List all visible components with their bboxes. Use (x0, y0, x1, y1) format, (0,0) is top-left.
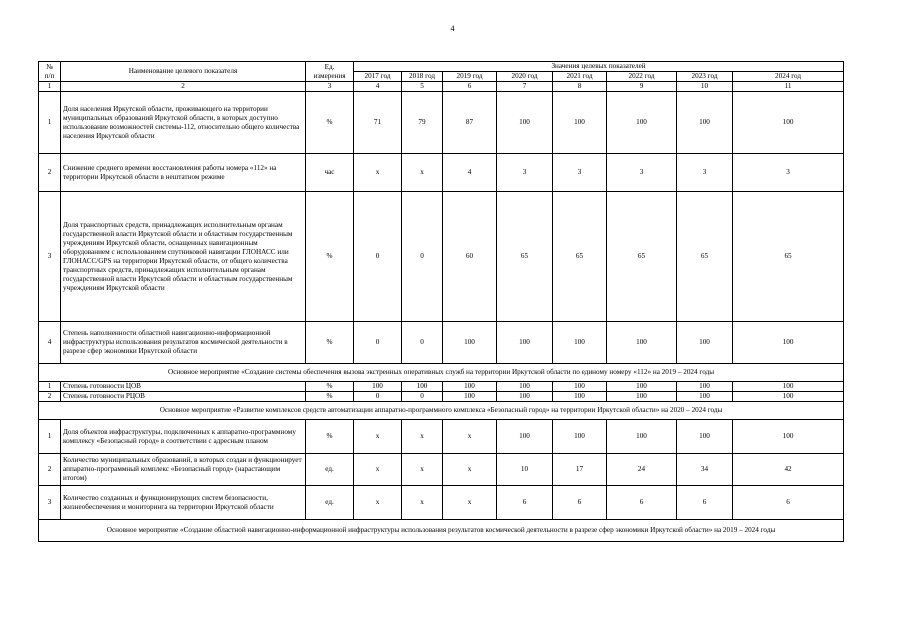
indicator-value: 3 (677, 154, 733, 192)
header-colnum: 4 (354, 82, 402, 92)
row-number: 2 (39, 454, 61, 486)
indicator-value: 100 (553, 382, 607, 392)
indicator-value: 100 (607, 420, 677, 454)
indicator-value: 100 (553, 420, 607, 454)
indicator-value: х (402, 454, 443, 486)
indicator-value: 100 (733, 322, 844, 364)
indicator-value: х (443, 486, 497, 520)
indicator-value: 0 (402, 322, 443, 364)
indicator-name: Доля населения Иркутской области, проживающего на территории муниципальных образований Иркутской области, в которых доступно использование возможностей системы-112, относительно общего количества населения Иркутской области (61, 92, 306, 154)
header-num: № (46, 62, 53, 71)
header-colnum: 2 (61, 82, 306, 92)
indicator-value: 100 (553, 392, 607, 402)
header-colnum: 1 (39, 82, 61, 92)
indicator-value: 3 (553, 154, 607, 192)
header-colnum: 6 (443, 82, 497, 92)
row-number: 4 (39, 322, 61, 364)
indicator-value: х (354, 454, 402, 486)
indicator-value: х (354, 486, 402, 520)
indicator-value: 100 (607, 322, 677, 364)
indicator-unit: ед. (306, 454, 354, 486)
indicator-value: х (443, 420, 497, 454)
indicator-value: 6 (607, 486, 677, 520)
indicator-row (39, 382, 844, 392)
indicator-value: 65 (553, 192, 607, 322)
indicator-value: 100 (497, 322, 553, 364)
indicator-value: 42 (733, 454, 844, 486)
indicator-name: Количество муниципальных образований, в которых создан и функционирует аппаратно-программный комплекс «Безопасный город» (нарастающим итогом) (61, 454, 306, 486)
indicator-value: 100 (733, 92, 844, 154)
indicator-value: 100 (677, 392, 733, 402)
indicator-unit: % (306, 92, 354, 154)
indicator-name: Степень готовности РЦОВ (61, 392, 306, 402)
indicator-value: 100 (677, 322, 733, 364)
header-year: 2020 год (497, 72, 553, 82)
indicator-row (39, 154, 844, 192)
indicator-value: х (443, 454, 497, 486)
indicator-unit: ед. (306, 486, 354, 520)
indicator-row (39, 420, 844, 454)
indicator-value: 24 (607, 454, 677, 486)
indicator-row (39, 322, 844, 364)
page-number: 4 (450, 24, 455, 33)
indicator-name: Доля транспортных средств, принадлежащих исполнительным органам государственной власти Иркутской области и областным государственным учреждениям Иркутской области, оснащенных навигационным оборудованием с использованием спутниковой навигации ГЛОНАСС или ГЛОНАСС/GPS на территории Иркутской области, от общего количества транспортных средств, принадлежащих исполнительным органам государственной власти Иркутской области и областным государственным учреждениям Иркутской области (61, 192, 306, 322)
indicator-value: х (402, 154, 443, 192)
header-colnum: 8 (553, 82, 607, 92)
indicator-value: 3 (733, 154, 844, 192)
indicator-value: 10 (497, 454, 553, 486)
indicator-row (39, 486, 844, 520)
indicator-unit: час (306, 154, 354, 192)
indicator-row (39, 92, 844, 154)
indicator-value: 0 (354, 192, 402, 322)
row-number: 2 (39, 154, 61, 192)
indicator-unit: % (306, 322, 354, 364)
indicator-name: Степень готовности ЦОВ (61, 382, 306, 392)
header-year: 2023 год (677, 72, 733, 82)
indicator-value: 100 (607, 392, 677, 402)
indicator-value: 100 (553, 322, 607, 364)
row-number: 2 (39, 392, 61, 402)
indicator-value: 100 (733, 420, 844, 454)
header-colnum: 9 (607, 82, 677, 92)
header-year: 2021 год (553, 72, 607, 82)
indicator-name: Снижение среднего времени восстановления работы номера «112» на территории Иркутской области в нештатном режиме (61, 154, 306, 192)
indicator-value: 0 (402, 192, 443, 322)
indicator-value: 0 (402, 392, 443, 402)
indicator-value: 6 (497, 486, 553, 520)
indicator-value: 100 (497, 420, 553, 454)
indicator-value: х (402, 486, 443, 520)
indicator-value: 6 (733, 486, 844, 520)
indicator-value: 100 (497, 92, 553, 154)
section-title: Основное мероприятие «Развитие комплексов средств автоматизации аппаратно-программного комплекса «Безопасный город» на территории Иркутской области» на 2020 – 2024 годы (39, 402, 844, 420)
indicator-value: 100 (677, 92, 733, 154)
indicator-value: 100 (497, 392, 553, 402)
header-unit-sub: измерения (313, 71, 346, 80)
indicator-value: х (354, 154, 402, 192)
indicator-unit: % (306, 382, 354, 392)
indicator-value: 87 (443, 92, 497, 154)
indicator-value: 100 (402, 382, 443, 392)
indicator-unit: % (306, 420, 354, 454)
indicator-value: 100 (733, 392, 844, 402)
indicator-value: 100 (497, 382, 553, 392)
indicator-value: 100 (677, 420, 733, 454)
row-number: 1 (39, 420, 61, 454)
indicator-value: 60 (443, 192, 497, 322)
indicator-row (39, 454, 844, 486)
indicator-value: 100 (677, 382, 733, 392)
indicator-value: 100 (607, 382, 677, 392)
header-colnum: 11 (733, 82, 844, 92)
target-indicators-table (38, 61, 844, 542)
indicator-value: 17 (553, 454, 607, 486)
section-row (39, 402, 844, 420)
indicator-value: 100 (354, 382, 402, 392)
indicator-value: 65 (733, 192, 844, 322)
indicator-unit: % (306, 392, 354, 402)
indicator-value: 100 (443, 392, 497, 402)
header-unit-cell (306, 62, 354, 82)
indicator-unit: % (306, 192, 354, 322)
header-colnums-row (39, 82, 844, 92)
header-year: 2024 год (733, 72, 844, 82)
indicator-row (39, 192, 844, 322)
indicator-value: 4 (443, 154, 497, 192)
section-row (39, 520, 844, 542)
header-colnum: 7 (497, 82, 553, 92)
header-year: 2017 год (354, 72, 402, 82)
row-number: 3 (39, 486, 61, 520)
indicator-value: 100 (443, 382, 497, 392)
indicator-value: 0 (354, 322, 402, 364)
indicator-name: Степень наполненности областной навигационно-информационной инфраструктуры использования результатов космической деятельности в разрезе сфер экономики Иркутской области (61, 322, 306, 364)
indicator-value: 65 (607, 192, 677, 322)
header-num-cell (39, 62, 61, 82)
indicator-value: 79 (402, 92, 443, 154)
indicator-value: 0 (354, 392, 402, 402)
indicator-value: 65 (497, 192, 553, 322)
indicator-value: 100 (553, 92, 607, 154)
section-title: Основное мероприятие «Создание областной навигационно-информационной инфраструктуры использования результатов космической деятельности в разрезе сфер экономики Иркутской области» на 2019 – 2024 годы (39, 520, 844, 542)
indicator-value: 34 (677, 454, 733, 486)
header-colnum: 10 (677, 82, 733, 92)
section-row (39, 364, 844, 382)
header-colnum: 5 (402, 82, 443, 92)
header-year: 2022 год (607, 72, 677, 82)
row-number: 1 (39, 92, 61, 154)
row-number: 1 (39, 382, 61, 392)
section-title: Основное мероприятие «Создание системы обеспечения вызова экстренных оперативных служб на территории Иркутской области по единому номеру «112» на 2019 – 2024 годы (39, 364, 844, 382)
header-values-group: Значения целевых показателей (354, 62, 844, 72)
indicator-value: 71 (354, 92, 402, 154)
indicator-value: х (402, 420, 443, 454)
indicator-value: 3 (607, 154, 677, 192)
indicator-row (39, 392, 844, 402)
indicator-value: 6 (553, 486, 607, 520)
indicator-value: 3 (497, 154, 553, 192)
header-unit: Ед. (324, 62, 335, 71)
header-colnum: 3 (306, 82, 354, 92)
header-row-top (39, 62, 844, 72)
indicator-value: 100 (443, 322, 497, 364)
header-name: Наименование целевого показателя (61, 62, 306, 82)
indicator-value: 65 (677, 192, 733, 322)
indicator-name: Доля объектов инфраструктуры, подключенных к аппаратно-программному комплексу «Безопасный город» в соответствии с адресным планом (61, 420, 306, 454)
row-number: 3 (39, 192, 61, 322)
indicator-value: 6 (677, 486, 733, 520)
header-year: 2019 год (443, 72, 497, 82)
indicator-value: х (354, 420, 402, 454)
header-year: 2018 год (402, 72, 443, 82)
indicator-value: 100 (607, 92, 677, 154)
header-num-sub: п/п (44, 71, 55, 80)
indicator-value: 100 (733, 382, 844, 392)
indicator-name: Количество созданных и функционирующих систем безопасности, жизнеобеспечения и мониторинга на территории Иркутской области (61, 486, 306, 520)
